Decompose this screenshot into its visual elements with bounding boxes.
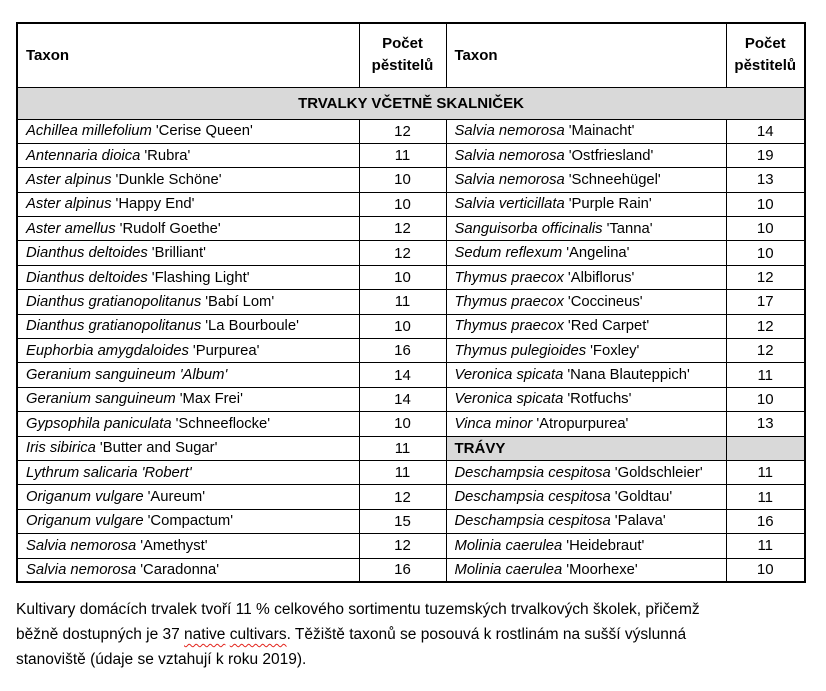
table-row bbox=[17, 143, 805, 167]
species-name: Dianthus deltoides bbox=[26, 269, 148, 286]
grower-count-cell: 13 bbox=[726, 168, 805, 192]
caption-text: . Těžiště taxonů se posouvá k rostlinám na sušší výslunná bbox=[286, 626, 687, 643]
taxon-cell bbox=[17, 143, 359, 167]
grower-count-cell: 12 bbox=[359, 217, 446, 241]
grower-count-cell: 16 bbox=[726, 509, 805, 533]
grower-count-cell: 10 bbox=[359, 168, 446, 192]
taxon-cell bbox=[446, 143, 726, 167]
species-name: Salvia nemorosa bbox=[454, 147, 565, 164]
count-column-header-right: Počet pěstitelů bbox=[726, 23, 805, 87]
grower-count-cell: 16 bbox=[359, 339, 446, 363]
misspelled-word: native bbox=[184, 626, 226, 643]
count-column-header-left: Počet pěstitelů bbox=[359, 23, 446, 87]
cultivar-name: 'Dunkle Schöne' bbox=[115, 171, 222, 188]
cultivar-name: 'Album' bbox=[179, 367, 228, 384]
grower-count-cell: 10 bbox=[726, 241, 805, 265]
species-name: Geranium sanguineum bbox=[26, 391, 176, 408]
cultivar-name: 'Goldschleier' bbox=[614, 464, 703, 481]
species-name: Origanum vulgare bbox=[26, 489, 144, 506]
table-row bbox=[17, 265, 805, 289]
cultivar-name: 'Happy End' bbox=[115, 196, 195, 213]
taxon-cell bbox=[446, 412, 726, 436]
taxon-cell bbox=[17, 363, 359, 387]
taxon-cell bbox=[17, 314, 359, 338]
grower-count-cell: 11 bbox=[726, 485, 805, 509]
table-row bbox=[17, 363, 805, 387]
species-name: Origanum vulgare bbox=[26, 513, 144, 530]
cultivar-name: 'Albiflorus' bbox=[567, 269, 635, 286]
taxon-cell bbox=[446, 168, 726, 192]
table-row bbox=[17, 509, 805, 533]
cultivar-name: 'Rudolf Goethe' bbox=[119, 220, 221, 237]
grower-count-cell: 10 bbox=[726, 217, 805, 241]
cultivar-name: 'Robert' bbox=[141, 464, 192, 481]
taxon-cell bbox=[446, 217, 726, 241]
taxon-cell bbox=[446, 290, 726, 314]
species-name: Salvia nemorosa bbox=[26, 537, 137, 554]
taxon-cell bbox=[17, 119, 359, 143]
table-row bbox=[17, 290, 805, 314]
grower-count-cell: 11 bbox=[359, 460, 446, 484]
caption-line bbox=[16, 597, 812, 622]
grass-section-header-cell: TRÁVY bbox=[446, 436, 726, 460]
taxon-cell bbox=[17, 509, 359, 533]
table-row bbox=[17, 436, 805, 460]
species-name: Salvia nemorosa bbox=[454, 123, 565, 140]
cultivar-name: 'Rotfuchs' bbox=[567, 391, 632, 408]
taxon-cell bbox=[17, 265, 359, 289]
grower-count-cell: 10 bbox=[726, 558, 805, 582]
cultivar-name: 'Red Carpet' bbox=[567, 318, 650, 335]
species-name: Iris sibirica bbox=[26, 440, 96, 457]
taxon-column-header-left: Taxon bbox=[17, 23, 359, 87]
species-name: Molinia caerulea bbox=[454, 561, 563, 578]
cultivar-name: 'Purpurea' bbox=[192, 342, 260, 359]
taxon-cell bbox=[446, 558, 726, 582]
grower-count-cell: 17 bbox=[726, 290, 805, 314]
species-name: Sanguisorba officinalis bbox=[454, 220, 603, 237]
table-body bbox=[17, 87, 805, 582]
species-name: Aster alpinus bbox=[26, 171, 112, 188]
table-row bbox=[17, 217, 805, 241]
table-row bbox=[17, 558, 805, 582]
grower-count-cell: 12 bbox=[359, 241, 446, 265]
taxon-cell bbox=[446, 314, 726, 338]
grower-count-cell: 10 bbox=[726, 387, 805, 411]
grower-count-cell: 19 bbox=[726, 143, 805, 167]
species-name: Antennaria dioica bbox=[26, 147, 141, 164]
cultivar-name: 'Max Frei' bbox=[179, 391, 243, 408]
cultivar-name: 'Brilliant' bbox=[151, 245, 206, 262]
cultivar-name: 'Schneehügel' bbox=[568, 171, 661, 188]
grower-count-cell: 11 bbox=[726, 460, 805, 484]
caption-text: stanoviště (údaje se vztahují k roku 2019). bbox=[16, 651, 307, 668]
taxon-cell bbox=[17, 558, 359, 582]
taxon-column-header-right: Taxon bbox=[446, 23, 726, 87]
taxon-cell bbox=[17, 241, 359, 265]
table-row bbox=[17, 387, 805, 411]
cultivar-name: 'Palava' bbox=[614, 513, 666, 530]
table-row bbox=[17, 460, 805, 484]
taxon-cell bbox=[17, 534, 359, 558]
taxon-cell bbox=[446, 387, 726, 411]
grower-count-cell: 12 bbox=[726, 339, 805, 363]
table-row bbox=[17, 241, 805, 265]
cultivar-name: 'Mainacht' bbox=[568, 123, 635, 140]
taxon-cell bbox=[17, 339, 359, 363]
caption-line bbox=[16, 647, 812, 672]
taxon-cell bbox=[17, 460, 359, 484]
grower-count-cell: 10 bbox=[359, 192, 446, 216]
cultivar-name: 'Flashing Light' bbox=[151, 269, 250, 286]
grower-count-cell: 14 bbox=[726, 119, 805, 143]
cultivar-name: 'Nana Blauteppich' bbox=[567, 367, 690, 384]
species-name: Dianthus deltoides bbox=[26, 245, 148, 262]
species-name: Salvia verticillata bbox=[454, 196, 565, 213]
cultivar-name: 'Atropurpurea' bbox=[536, 415, 629, 432]
species-name: Deschampsia cespitosa bbox=[454, 464, 611, 481]
grower-count-cell: 12 bbox=[359, 485, 446, 509]
grower-count-cell: 12 bbox=[726, 265, 805, 289]
cultivar-name: 'Heidebraut' bbox=[566, 537, 645, 554]
species-name: Thymus pulegioides bbox=[454, 342, 587, 359]
table-row bbox=[17, 168, 805, 192]
taxon-cell bbox=[446, 485, 726, 509]
table-row bbox=[17, 119, 805, 143]
cultivar-name: 'Butter and Sugar' bbox=[99, 440, 218, 457]
cultivar-name: 'Babí Lom' bbox=[205, 293, 275, 310]
cultivar-name: 'Schneeflocke' bbox=[175, 415, 271, 432]
grower-count-cell: 13 bbox=[726, 412, 805, 436]
cultivar-name: 'Amethyst' bbox=[140, 537, 208, 554]
grower-count-cell: 10 bbox=[359, 412, 446, 436]
taxon-cell bbox=[17, 485, 359, 509]
grower-count-cell: 10 bbox=[726, 192, 805, 216]
species-name: Gypsophila paniculata bbox=[26, 415, 172, 432]
table-row bbox=[17, 314, 805, 338]
taxon-cell bbox=[446, 339, 726, 363]
species-name: Veronica spicata bbox=[454, 367, 564, 384]
species-name: Molinia caerulea bbox=[454, 537, 563, 554]
cultivar-name: 'Moorhexe' bbox=[566, 561, 638, 578]
species-name: Vinca minor bbox=[454, 415, 533, 432]
table-row bbox=[17, 485, 805, 509]
cultivar-name: 'Goldtau' bbox=[614, 489, 673, 506]
species-name: Thymus praecox bbox=[454, 293, 564, 310]
grower-count-cell: 11 bbox=[726, 363, 805, 387]
caption-text: Kultivary domácích trvalek tvoří 11 % celkového sortimentu tuzemských trvalkových školek, přičemž bbox=[16, 601, 700, 618]
species-name: Aster alpinus bbox=[26, 196, 112, 213]
cultivar-name: 'Aureum' bbox=[147, 489, 206, 506]
taxon-cell bbox=[17, 168, 359, 192]
species-name: Achillea millefolium bbox=[26, 123, 152, 140]
species-name: Salvia nemorosa bbox=[26, 561, 137, 578]
grower-count-cell: 10 bbox=[359, 314, 446, 338]
species-name: Veronica spicata bbox=[454, 391, 564, 408]
taxon-cell bbox=[446, 509, 726, 533]
species-name: Thymus praecox bbox=[454, 318, 564, 335]
cultivar-name: 'Cerise Queen' bbox=[155, 123, 253, 140]
table-header-row bbox=[17, 23, 805, 87]
table-row bbox=[17, 534, 805, 558]
cultivar-name: 'Caradonna' bbox=[140, 561, 220, 578]
species-name: Geranium sanguineum bbox=[26, 367, 176, 384]
taxon-cell bbox=[17, 192, 359, 216]
species-name: Euphorbia amygdaloides bbox=[26, 342, 189, 359]
grower-count-cell: 16 bbox=[359, 558, 446, 582]
grower-count-cell: 14 bbox=[359, 387, 446, 411]
grower-count-cell: 12 bbox=[726, 314, 805, 338]
cultivar-name: 'Rubra' bbox=[144, 147, 191, 164]
cultivar-name: 'Purple Rain' bbox=[568, 196, 652, 213]
taxon-cell bbox=[446, 534, 726, 558]
misspelled-word: cultivars bbox=[229, 626, 287, 643]
species-name: Aster amellus bbox=[26, 220, 116, 237]
taxon-cell bbox=[446, 363, 726, 387]
cultivar-name: 'Coccineus' bbox=[567, 293, 643, 310]
table-row bbox=[17, 192, 805, 216]
species-name: Salvia nemorosa bbox=[454, 171, 565, 188]
grower-count-cell: 11 bbox=[726, 534, 805, 558]
cultivar-name: 'La Bourboule' bbox=[205, 318, 299, 335]
species-name: Dianthus gratianopolitanus bbox=[26, 293, 202, 310]
grower-count-cell: 11 bbox=[359, 436, 446, 460]
taxon-cell bbox=[17, 387, 359, 411]
section-banner-row bbox=[17, 87, 805, 119]
grass-section-count-cell bbox=[726, 436, 805, 460]
caption-paragraph bbox=[16, 597, 812, 672]
taxon-cell bbox=[17, 217, 359, 241]
taxon-cell bbox=[17, 412, 359, 436]
grower-count-cell: 14 bbox=[359, 363, 446, 387]
species-name: Lythrum salicaria bbox=[26, 464, 138, 481]
cultivar-name: 'Foxley' bbox=[590, 342, 640, 359]
species-name: Deschampsia cespitosa bbox=[454, 513, 611, 530]
section-banner: TRVALKY VČETNĚ SKALNIČEK bbox=[17, 87, 805, 119]
cultivar-name: 'Angelina' bbox=[566, 245, 630, 262]
grower-count-cell: 11 bbox=[359, 143, 446, 167]
taxa-table bbox=[16, 22, 806, 583]
grower-count-cell: 11 bbox=[359, 290, 446, 314]
cultivar-name: 'Ostfriesland' bbox=[568, 147, 654, 164]
grower-count-cell: 12 bbox=[359, 119, 446, 143]
taxon-cell bbox=[17, 290, 359, 314]
taxon-cell bbox=[446, 460, 726, 484]
taxon-cell bbox=[446, 265, 726, 289]
grower-count-cell: 15 bbox=[359, 509, 446, 533]
table-row bbox=[17, 339, 805, 363]
taxon-cell bbox=[446, 241, 726, 265]
species-name: Deschampsia cespitosa bbox=[454, 489, 611, 506]
species-name: Dianthus gratianopolitanus bbox=[26, 318, 202, 335]
grower-count-cell: 12 bbox=[359, 534, 446, 558]
species-name: Sedum reflexum bbox=[454, 245, 563, 262]
grower-count-cell: 10 bbox=[359, 265, 446, 289]
table-row bbox=[17, 412, 805, 436]
taxon-cell bbox=[446, 119, 726, 143]
cultivar-name: 'Tanna' bbox=[606, 220, 653, 237]
cultivar-name: 'Compactum' bbox=[147, 513, 234, 530]
taxon-cell bbox=[446, 192, 726, 216]
caption-line bbox=[16, 622, 812, 647]
taxon-cell bbox=[17, 436, 359, 460]
caption-text: běžně dostupných je 37 bbox=[16, 626, 185, 643]
species-name: Thymus praecox bbox=[454, 269, 564, 286]
